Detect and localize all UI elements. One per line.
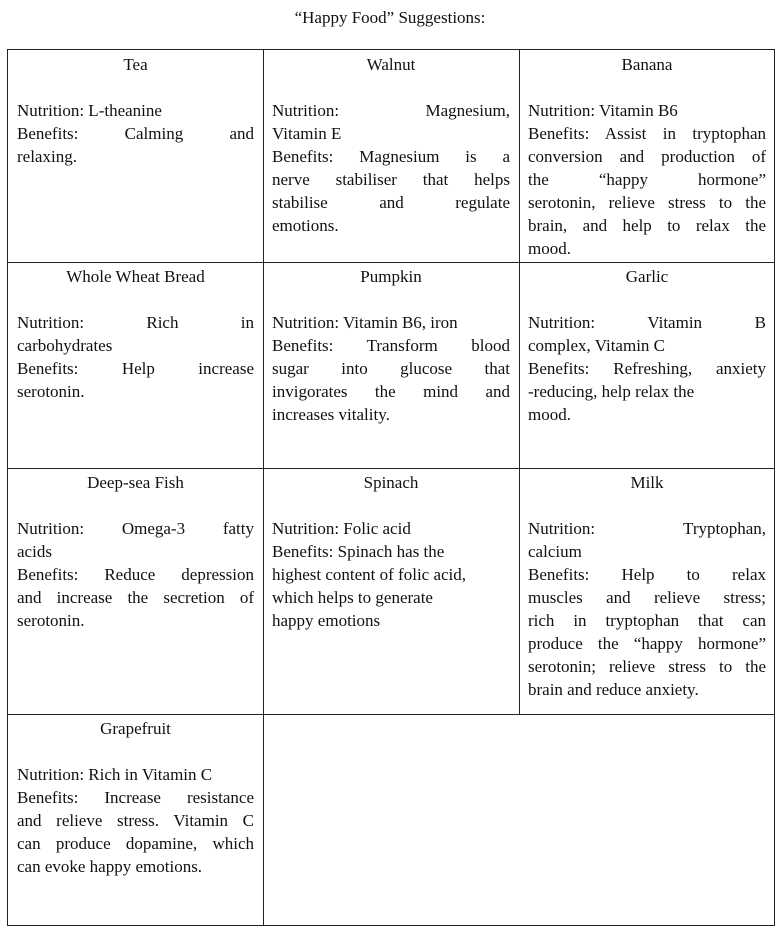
food-text-line: Vitamin E bbox=[272, 124, 342, 143]
food-text-line: Nutrition: Magnesium, bbox=[272, 101, 510, 120]
food-text-line: Nutrition: Rich in bbox=[17, 313, 254, 332]
food-cell-whole-wheat-bread bbox=[8, 262, 263, 468]
food-text-line: stabilise and regulate bbox=[272, 193, 510, 212]
food-text-line: carbohydrates bbox=[17, 336, 113, 355]
food-text-line: can produce dopamine, which bbox=[17, 834, 254, 853]
happy-food-table bbox=[7, 49, 775, 926]
food-text-line: Benefits: Spinach has the bbox=[272, 542, 445, 561]
food-text-line: happy emotions bbox=[272, 611, 381, 630]
food-text-line: Nutrition: Vitamin B bbox=[528, 313, 766, 332]
food-name: Pumpkin bbox=[360, 267, 422, 286]
food-text-line: which helps to generate bbox=[272, 588, 433, 607]
food-text-line: acids bbox=[17, 542, 52, 561]
food-text-line: Benefits: Refreshing, anxiety bbox=[528, 359, 766, 378]
food-text-line: nerve stabiliser that helps bbox=[272, 170, 510, 189]
row-divider bbox=[8, 262, 774, 263]
food-name: Grapefruit bbox=[100, 719, 171, 738]
food-text-line: brain, and help to relax the bbox=[528, 216, 766, 235]
food-text-line: Benefits: Reduce depression bbox=[17, 565, 254, 584]
food-name: Spinach bbox=[363, 473, 419, 492]
food-cell-tea bbox=[8, 50, 263, 262]
food-text-line: produce the “happy hormone” bbox=[528, 634, 766, 653]
food-text-line: highest content of folic acid, bbox=[272, 565, 467, 584]
food-text-line: Nutrition: Rich in Vitamin C bbox=[17, 765, 213, 784]
food-name: Whole Wheat Bread bbox=[66, 267, 205, 286]
food-text-line: Nutrition: Omega-3 fatty bbox=[17, 519, 254, 538]
food-text-line: serotonin; relieve stress to the bbox=[528, 657, 766, 676]
food-name: Tea bbox=[123, 55, 148, 74]
food-text-line: mood. bbox=[528, 239, 571, 258]
food-cell-spinach bbox=[263, 468, 519, 714]
food-text-line: can evoke happy emotions. bbox=[17, 857, 203, 876]
food-text-line: mood. bbox=[528, 405, 571, 424]
food-text-line: relaxing. bbox=[17, 147, 77, 166]
food-text-line: -reducing, help relax the bbox=[528, 382, 695, 401]
food-text-line: Nutrition: Tryptophan, bbox=[528, 519, 766, 538]
food-cell-pumpkin bbox=[263, 262, 519, 468]
food-text-line: conversion and production of bbox=[528, 147, 766, 166]
food-text-line: brain and reduce anxiety. bbox=[528, 680, 699, 699]
food-text-line: sugar into glucose that bbox=[272, 359, 510, 378]
food-text-line: rich in tryptophan that can bbox=[528, 611, 766, 630]
food-text-line: Benefits: Help increase bbox=[17, 359, 254, 378]
food-cell-deep-sea-fish bbox=[8, 468, 263, 714]
food-name: Garlic bbox=[625, 267, 669, 286]
food-text-line: Nutrition: Folic acid bbox=[272, 519, 411, 538]
food-cell-grapefruit bbox=[8, 714, 263, 925]
food-cell-walnut bbox=[263, 50, 519, 262]
food-text-line: invigorates the mind and bbox=[272, 382, 510, 401]
food-text-line: Benefits: Help to relax bbox=[528, 565, 766, 584]
food-text-line: serotonin. bbox=[17, 611, 85, 630]
column-divider bbox=[519, 50, 520, 714]
food-text-line: Benefits: Assist in tryptophan bbox=[528, 124, 766, 143]
column-divider bbox=[263, 50, 264, 925]
food-text-line: increases vitality. bbox=[272, 405, 390, 424]
food-name: Deep-sea Fish bbox=[87, 473, 184, 492]
food-name: Milk bbox=[630, 473, 664, 492]
food-text-line: serotonin. bbox=[17, 382, 85, 401]
food-text-line: the “happy hormone” bbox=[528, 170, 766, 189]
food-text-line: muscles and relieve stress; bbox=[528, 588, 766, 607]
food-text-line: Nutrition: Vitamin B6, iron bbox=[272, 313, 458, 332]
food-name: Walnut bbox=[366, 55, 416, 74]
food-text-line: and increase the secretion of bbox=[17, 588, 254, 607]
food-text-line: Benefits: Magnesium is a bbox=[272, 147, 510, 166]
row-divider bbox=[8, 714, 774, 715]
food-text-line: Benefits: Increase resistance bbox=[17, 788, 254, 807]
food-text-line: complex, Vitamin C bbox=[528, 336, 666, 355]
food-text-line: calcium bbox=[528, 542, 582, 561]
food-cell-milk bbox=[519, 468, 775, 714]
food-text-line: Benefits: Transform blood bbox=[272, 336, 510, 355]
food-cell-garlic bbox=[519, 262, 775, 468]
food-text-line: Nutrition: Vitamin B6 bbox=[528, 101, 678, 120]
food-cell-banana bbox=[519, 50, 775, 262]
food-text-line: Nutrition: L-theanine bbox=[17, 101, 162, 120]
food-text-line: emotions. bbox=[272, 216, 339, 235]
food-text-line: Benefits: Calming and bbox=[17, 124, 254, 143]
food-name: Banana bbox=[621, 55, 673, 74]
food-text-line: serotonin, relieve stress to the bbox=[528, 193, 766, 212]
page-title: “Happy Food” Suggestions: bbox=[294, 8, 486, 27]
row-divider bbox=[8, 468, 774, 469]
food-text-line: and relieve stress. Vitamin C bbox=[17, 811, 254, 830]
